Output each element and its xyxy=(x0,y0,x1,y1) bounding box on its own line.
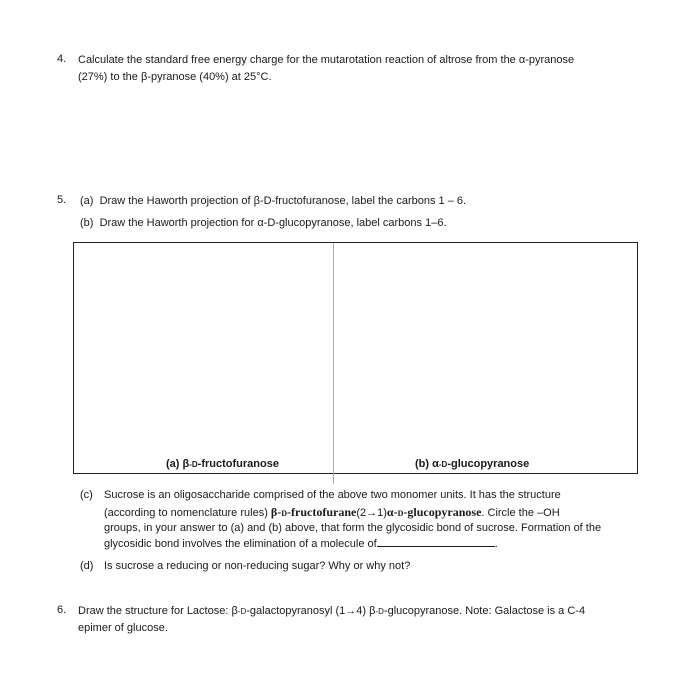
beta-symbol: β xyxy=(369,605,376,617)
q5c-line4-text: glycosidic bond involves the elimination of a molecule of xyxy=(104,538,377,550)
question-4-number: 4. xyxy=(57,53,67,65)
q5b-label: (b) xyxy=(80,217,94,229)
question-5c-line-4 xyxy=(104,537,498,551)
beta-symbol: β xyxy=(253,195,260,207)
caption-a-label: (a) xyxy=(166,458,183,470)
sucrose-name-part: -glucopyranose xyxy=(403,505,482,519)
q5c-line2-post: . Circle the –OH xyxy=(481,507,560,519)
q5b-text: Draw the Haworth projection for xyxy=(99,217,258,229)
question-4-line-2 xyxy=(78,70,272,84)
question-5d-label: (d) xyxy=(80,560,94,572)
q6-line1-post: -glucopyranose. Note: Galactose is a C-4 xyxy=(383,605,586,617)
sucrose-name-part: -fructofurane xyxy=(287,505,357,519)
q4-line2-post: -pyranose (40%) at 25°C. xyxy=(147,71,272,83)
q4-line2-text: (27%) to the xyxy=(78,71,141,83)
q6-line1-text: Draw the structure for Lactose: xyxy=(78,605,232,617)
q5b-post: -D-glucopyranose, label carbons 1–6. xyxy=(263,217,447,229)
sucrose-name-part: α- xyxy=(386,505,398,519)
d-prefix: -D xyxy=(237,607,247,616)
caption-a-name: -fructofuranose xyxy=(197,458,279,470)
question-5c-line-2 xyxy=(104,505,560,521)
question-6-line-1 xyxy=(78,604,585,619)
caption-b-name: -glucopyranose xyxy=(447,458,530,470)
q6-line1-mid: -galactopyranosyl (1 xyxy=(246,605,346,617)
question-5b xyxy=(80,216,447,230)
beta-symbol: β xyxy=(182,458,190,470)
q6-line1-mid2: 4) xyxy=(356,605,370,617)
answer-blank[interactable] xyxy=(377,537,495,547)
q5a-post: -D-fructofuranose, label the carbons 1 – 6. xyxy=(259,195,467,207)
alpha-symbol: α xyxy=(432,458,439,470)
question-5-number: 5. xyxy=(57,194,67,206)
question-4-line-1 xyxy=(78,53,574,67)
sucrose-name-part: β- xyxy=(270,505,282,519)
question-5d-text: Is sucrose a reducing or non-reducing sugar? Why or why not? xyxy=(104,560,411,572)
question-5c-label: (c) xyxy=(80,489,93,501)
d-prefix: -D xyxy=(375,607,384,616)
alpha-symbol: α xyxy=(518,54,526,66)
glycosidic-link: (2→1) xyxy=(356,507,387,519)
q5a-label: (a) xyxy=(80,195,94,207)
caption-b-label: (b) xyxy=(415,458,433,470)
q4-line1-post: -pyranose xyxy=(525,54,575,66)
q5c-line4-post: . xyxy=(494,538,498,550)
answer-box-divider xyxy=(333,243,334,484)
d-prefix: -D xyxy=(189,460,198,469)
caption-a xyxy=(166,458,279,470)
question-5a xyxy=(80,194,466,208)
beta-symbol: β xyxy=(140,71,148,83)
d-prefix: -D xyxy=(438,460,448,469)
d-prefix: D xyxy=(281,509,288,518)
arrow-icon: → xyxy=(345,605,357,617)
q5a-text: Draw the Haworth projection of xyxy=(99,195,254,207)
d-prefix: D xyxy=(397,509,404,518)
question-6-line-2: epimer of glucose. xyxy=(78,622,168,634)
q4-line1-text: Calculate the standard free energy charge for the mutarotation reaction of altrose from the xyxy=(78,54,519,66)
question-5c-line-3: groups, in your answer to (a) and (b) above, that form the glycosidic bond of sucrose. Formation of the xyxy=(104,522,602,534)
question-6-number: 6. xyxy=(57,604,67,616)
caption-b xyxy=(415,458,529,470)
beta-symbol: β xyxy=(231,605,238,617)
q5c-line2-text: (according to nomenclature rules) xyxy=(104,507,271,519)
answer-box[interactable] xyxy=(73,242,638,474)
alpha-symbol: α xyxy=(257,217,264,229)
question-5c-line-1: Sucrose is an oligosaccharide comprised of the above two monomer units. It has the structure xyxy=(104,489,561,501)
